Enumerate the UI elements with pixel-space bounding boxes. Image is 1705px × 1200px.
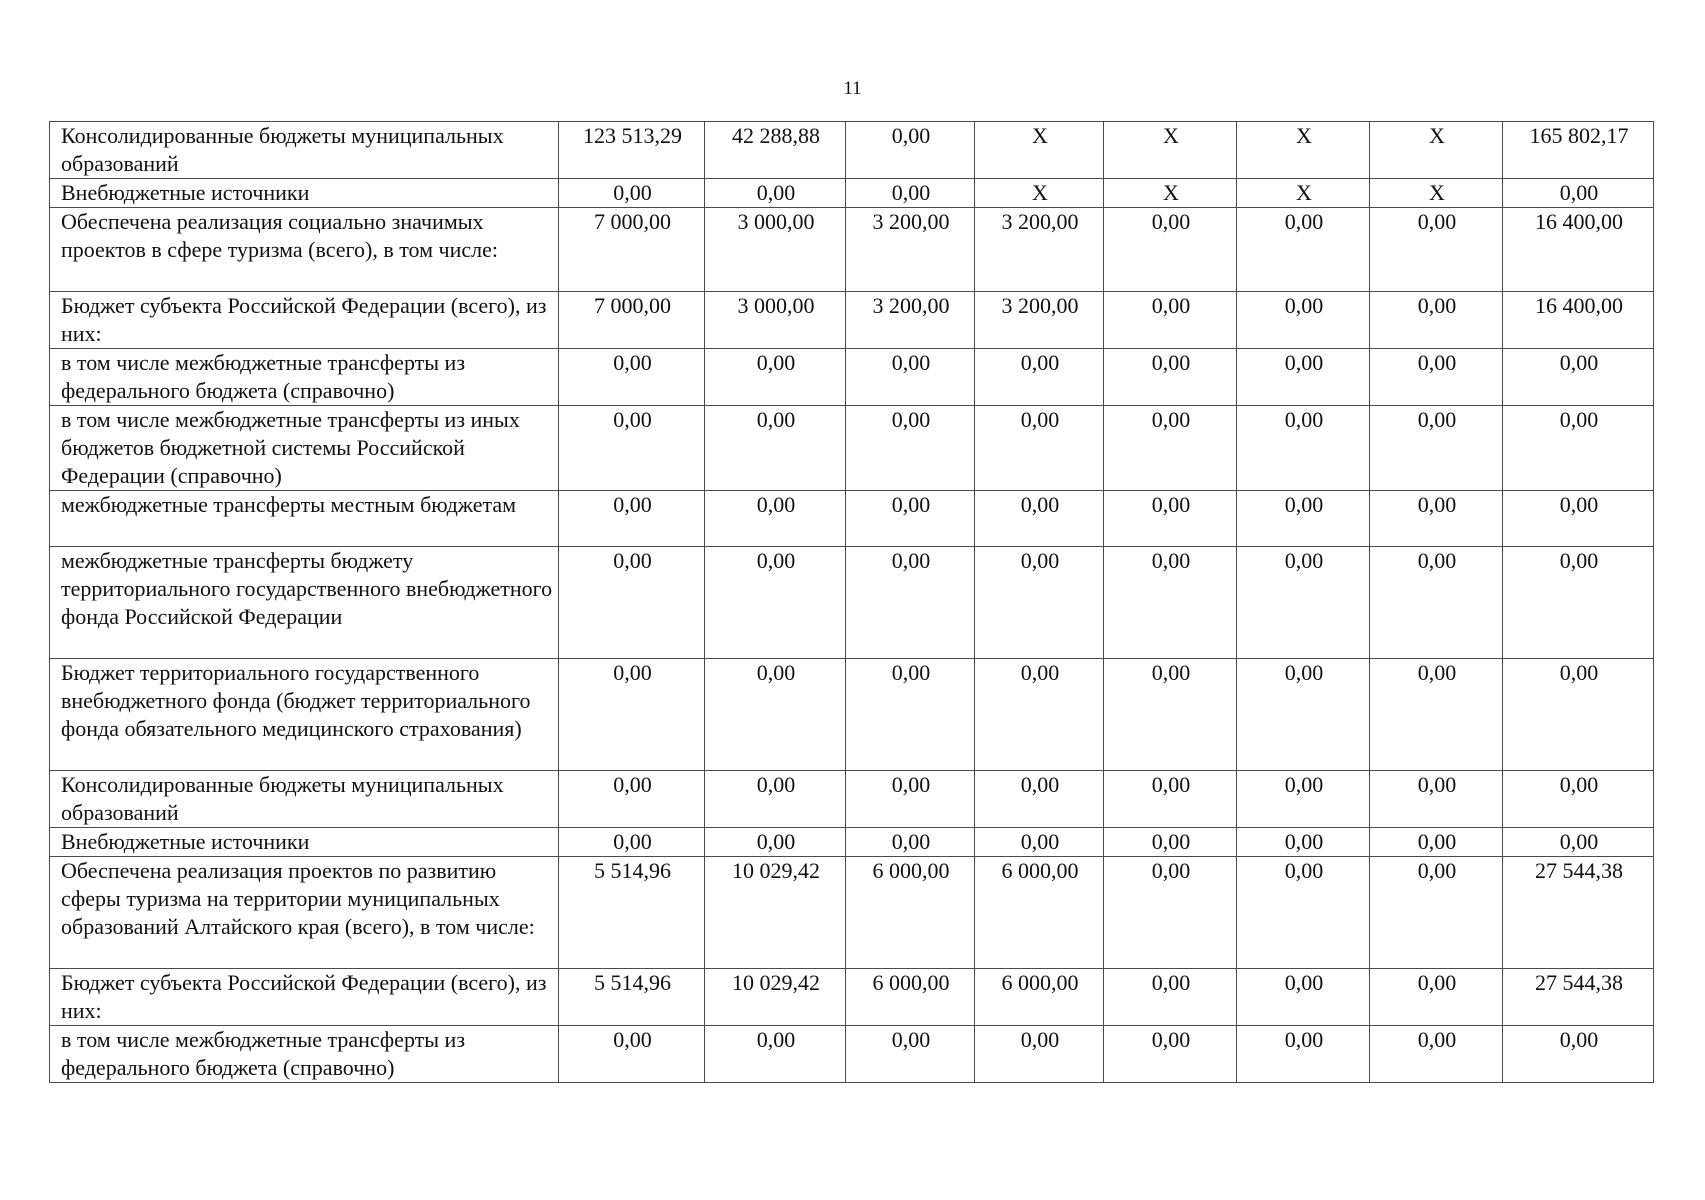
value-cell: 0,00 xyxy=(1370,208,1503,292)
value-cell: 0,00 xyxy=(1370,547,1503,659)
value-cell: 123 513,29 xyxy=(559,122,705,179)
value-cell: 0,00 xyxy=(1237,1026,1370,1083)
value-cell: 0,00 xyxy=(1237,349,1370,406)
value-cell: 0,00 xyxy=(1104,491,1237,547)
budget-table xyxy=(49,121,1654,1083)
page-number: 11 xyxy=(843,78,862,99)
row-label: Внебюджетные источники xyxy=(50,179,559,208)
value-cell: 0,00 xyxy=(1503,179,1654,208)
value-cell: 0,00 xyxy=(846,771,975,828)
table-row xyxy=(50,659,1654,771)
value-cell: 0,00 xyxy=(1370,292,1503,349)
value-cell: 0,00 xyxy=(1370,491,1503,547)
value-cell: 0,00 xyxy=(705,349,846,406)
value-cell: 0,00 xyxy=(559,406,705,491)
value-cell: 3 200,00 xyxy=(975,208,1104,292)
value-cell: 0,00 xyxy=(1503,349,1654,406)
table-row xyxy=(50,179,1654,208)
value-cell: 0,00 xyxy=(1104,547,1237,659)
value-cell: 0,00 xyxy=(1104,771,1237,828)
row-label: Обеспечена реализация проектов по развитию сферы туризма на территории муниципальных образований Алтайского края (всего), в том числе: xyxy=(50,857,559,969)
row-label: Внебюджетные источники xyxy=(50,828,559,857)
value-cell: 0,00 xyxy=(1104,406,1237,491)
value-cell: 6 000,00 xyxy=(975,857,1104,969)
value-cell: 5 514,96 xyxy=(559,857,705,969)
value-cell: 0,00 xyxy=(1237,491,1370,547)
value-cell: 10 029,42 xyxy=(705,857,846,969)
value-cell: 0,00 xyxy=(975,491,1104,547)
value-cell: 0,00 xyxy=(1370,771,1503,828)
value-cell: 0,00 xyxy=(1237,406,1370,491)
value-cell: 0,00 xyxy=(1237,771,1370,828)
value-cell: 0,00 xyxy=(1237,208,1370,292)
table-row xyxy=(50,491,1654,547)
value-cell: 5 514,96 xyxy=(559,969,705,1026)
value-cell: 27 544,38 xyxy=(1503,857,1654,969)
row-label: в том числе межбюджетные трансферты из федерального бюджета (справочно) xyxy=(50,1026,559,1083)
value-cell: 0,00 xyxy=(1503,1026,1654,1083)
value-cell: 0,00 xyxy=(1104,659,1237,771)
value-cell: 0,00 xyxy=(559,491,705,547)
value-cell: 0,00 xyxy=(1104,208,1237,292)
table-row xyxy=(50,771,1654,828)
value-cell: 0,00 xyxy=(705,491,846,547)
row-label: Бюджет территориального государственного внебюджетного фонда (бюджет территориального фонда обязательного медицинского страхования) xyxy=(50,659,559,771)
value-cell: 0,00 xyxy=(975,1026,1104,1083)
value-cell: 0,00 xyxy=(705,828,846,857)
row-label: межбюджетные трансферты местным бюджетам xyxy=(50,491,559,547)
value-cell: 0,00 xyxy=(559,659,705,771)
table-row xyxy=(50,1026,1654,1083)
row-label: Обеспечена реализация социально значимых проектов в сфере туризма (всего), в том числе: xyxy=(50,208,559,292)
value-cell: 0,00 xyxy=(1104,857,1237,969)
value-cell: 0,00 xyxy=(559,1026,705,1083)
value-cell: 0,00 xyxy=(1503,771,1654,828)
value-cell: Х xyxy=(1237,179,1370,208)
value-cell: 0,00 xyxy=(1370,857,1503,969)
value-cell: Х xyxy=(1370,179,1503,208)
value-cell: 0,00 xyxy=(1370,349,1503,406)
value-cell: 0,00 xyxy=(846,349,975,406)
value-cell: Х xyxy=(1104,122,1237,179)
value-cell: 0,00 xyxy=(846,491,975,547)
value-cell: 3 000,00 xyxy=(705,208,846,292)
table-body xyxy=(50,122,1654,1083)
value-cell: 0,00 xyxy=(705,547,846,659)
row-label: Консолидированные бюджеты муниципальных образований xyxy=(50,122,559,179)
table-row xyxy=(50,292,1654,349)
value-cell: 0,00 xyxy=(705,179,846,208)
value-cell: 0,00 xyxy=(1370,1026,1503,1083)
value-cell: 0,00 xyxy=(705,406,846,491)
value-cell: 0,00 xyxy=(846,547,975,659)
value-cell: 0,00 xyxy=(1104,828,1237,857)
row-label: Бюджет субъекта Российской Федерации (всего), из них: xyxy=(50,969,559,1026)
value-cell: Х xyxy=(1237,122,1370,179)
value-cell: 6 000,00 xyxy=(975,969,1104,1026)
value-cell: 0,00 xyxy=(846,1026,975,1083)
value-cell: 0,00 xyxy=(1503,828,1654,857)
value-cell: 0,00 xyxy=(559,179,705,208)
value-cell: 0,00 xyxy=(1503,491,1654,547)
value-cell: 3 000,00 xyxy=(705,292,846,349)
value-cell: 3 200,00 xyxy=(846,208,975,292)
value-cell: 0,00 xyxy=(1104,292,1237,349)
value-cell: 0,00 xyxy=(1370,406,1503,491)
value-cell: 0,00 xyxy=(1104,969,1237,1026)
value-cell: 0,00 xyxy=(846,406,975,491)
value-cell: 0,00 xyxy=(975,349,1104,406)
value-cell: 0,00 xyxy=(975,659,1104,771)
value-cell: 0,00 xyxy=(1370,828,1503,857)
value-cell: 0,00 xyxy=(975,828,1104,857)
table-row xyxy=(50,122,1654,179)
value-cell: 6 000,00 xyxy=(846,857,975,969)
table-row xyxy=(50,547,1654,659)
value-cell: 27 544,38 xyxy=(1503,969,1654,1026)
value-cell: 0,00 xyxy=(559,828,705,857)
value-cell: 0,00 xyxy=(975,406,1104,491)
value-cell: 0,00 xyxy=(1503,406,1654,491)
value-cell: 0,00 xyxy=(559,349,705,406)
value-cell: 0,00 xyxy=(1370,659,1503,771)
value-cell: 16 400,00 xyxy=(1503,208,1654,292)
value-cell: 0,00 xyxy=(1237,292,1370,349)
value-cell: 0,00 xyxy=(975,547,1104,659)
value-cell: 3 200,00 xyxy=(975,292,1104,349)
value-cell: Х xyxy=(975,122,1104,179)
value-cell: 10 029,42 xyxy=(705,969,846,1026)
row-label: Бюджет субъекта Российской Федерации (всего), из них: xyxy=(50,292,559,349)
value-cell: 0,00 xyxy=(1237,969,1370,1026)
value-cell: 0,00 xyxy=(1237,857,1370,969)
row-label: Консолидированные бюджеты муниципальных образований xyxy=(50,771,559,828)
table-row xyxy=(50,208,1654,292)
value-cell: 0,00 xyxy=(1237,547,1370,659)
value-cell: 0,00 xyxy=(846,659,975,771)
value-cell: 0,00 xyxy=(1503,547,1654,659)
row-label: в том числе межбюджетные трансферты из федерального бюджета (справочно) xyxy=(50,349,559,406)
value-cell: 0,00 xyxy=(846,122,975,179)
table-row xyxy=(50,406,1654,491)
value-cell: 0,00 xyxy=(1503,659,1654,771)
value-cell: 0,00 xyxy=(705,771,846,828)
table-row xyxy=(50,828,1654,857)
value-cell: 7 000,00 xyxy=(559,292,705,349)
table-row xyxy=(50,857,1654,969)
value-cell: 7 000,00 xyxy=(559,208,705,292)
value-cell: 0,00 xyxy=(1104,1026,1237,1083)
value-cell: 0,00 xyxy=(846,179,975,208)
value-cell: 0,00 xyxy=(1237,659,1370,771)
value-cell: 16 400,00 xyxy=(1503,292,1654,349)
value-cell: 165 802,17 xyxy=(1503,122,1654,179)
value-cell: 0,00 xyxy=(846,828,975,857)
value-cell: Х xyxy=(1104,179,1237,208)
value-cell: 0,00 xyxy=(1104,349,1237,406)
value-cell: 0,00 xyxy=(705,659,846,771)
value-cell: 0,00 xyxy=(559,771,705,828)
row-label: межбюджетные трансферты бюджету территориального государственного внебюджетного фонда Российской Федерации xyxy=(50,547,559,659)
value-cell: 0,00 xyxy=(1370,969,1503,1026)
value-cell: 0,00 xyxy=(705,1026,846,1083)
row-label: в том числе межбюджетные трансферты из иных бюджетов бюджетной системы Российской Федерации (справочно) xyxy=(50,406,559,491)
value-cell: 3 200,00 xyxy=(846,292,975,349)
value-cell: 0,00 xyxy=(1237,828,1370,857)
value-cell: 0,00 xyxy=(975,771,1104,828)
value-cell: 6 000,00 xyxy=(846,969,975,1026)
value-cell: Х xyxy=(975,179,1104,208)
table-row xyxy=(50,349,1654,406)
value-cell: 0,00 xyxy=(559,547,705,659)
table-row xyxy=(50,969,1654,1026)
value-cell: Х xyxy=(1370,122,1503,179)
value-cell: 42 288,88 xyxy=(705,122,846,179)
